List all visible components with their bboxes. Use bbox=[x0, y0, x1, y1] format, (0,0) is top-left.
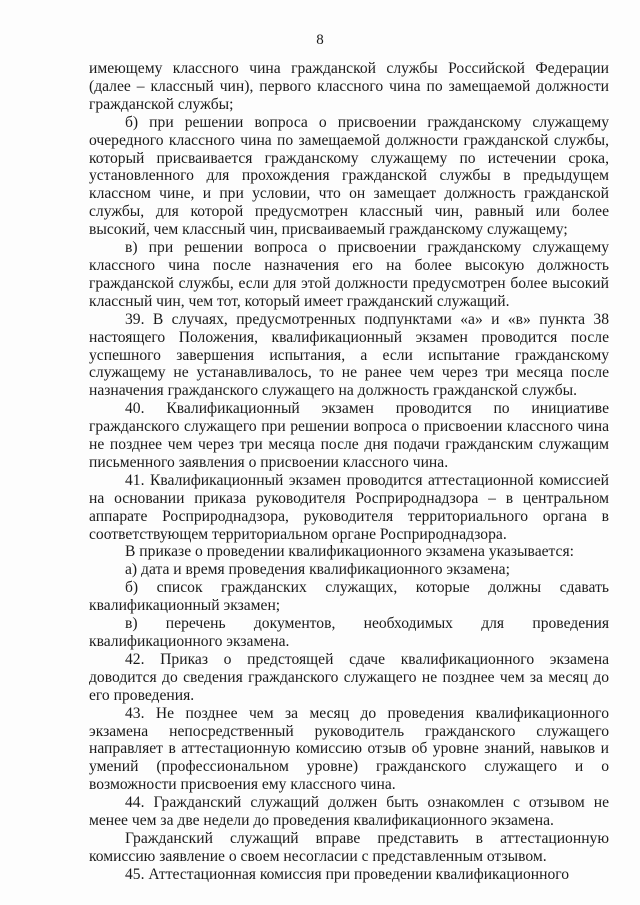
paragraph: 42. Приказ о предстоящей сдаче квалификационного экзамена доводится до сведения гражданского служащего не позднее чем за месяц до его проведения. bbox=[89, 650, 609, 704]
paragraph: 44. Гражданский служащий должен быть ознакомлен с отзывом не менее чем за две недели до проведения квалификационного экзамена. bbox=[89, 794, 609, 830]
paragraph: Гражданский служащий вправе представить в аттестационную комиссию заявление о своем несогласии с представленным отзывом. bbox=[89, 829, 609, 865]
paragraph: а) дата и время проведения квалификационного экзамена; bbox=[125, 561, 510, 579]
paragraph: В приказе о проведении квалификационного экзамена указывается: bbox=[125, 543, 574, 561]
page-number: 8 bbox=[316, 32, 324, 48]
paragraph: имеющему классного чина гражданской службы Российской Федерации (далее – классный чин), первого классного чина по замещаемой должности гражданской службы; bbox=[89, 60, 609, 113]
paragraph: 40. Квалификационный экзамен проводится по инициативе гражданского служащего при решении вопроса о присвоении классного чина не позднее чем через три месяца после дня подачи гражданским служащим письменного заявления о присвоении классного чина. bbox=[89, 400, 609, 471]
paragraph: 45. Аттестационная комиссия при проведении квалификационного bbox=[125, 865, 570, 883]
paragraph: 39. В случаях, предусмотренных подпунктами «а» и «в» пункта 38 настоящего Положения, квалификационный экзамен проводится после успешного завершения испытания, а если испытание гражданскому служащему не устанавливалось, то не ранее чем через три месяца после назначения гражданского служащего на должность гражданской службы. bbox=[89, 310, 609, 400]
paragraph: 43. Не позднее чем за месяц до проведения квалификационного экзамена непосредственный руководитель гражданского служащего направляет в аттестационную комиссию отзыв об уровне знаний, навыков и умений (профессиональном уровне) гражданского служащего и о возможности присвоения ему классного чина. bbox=[89, 704, 609, 794]
paragraph: в) перечень документов, необходимых для проведения квалификационного экзамена. bbox=[89, 615, 609, 650]
paragraph: в) при решении вопроса о присвоении гражданскому служащему классного чина после назначения его на более высокую должность гражданской службы, если для этой должности предусмотрен более высокий классный чин, чем тот, который имеет гражданский служащий. bbox=[89, 239, 609, 310]
paragraph: б) при решении вопроса о присвоении гражданскому служащему очередного классного чина по замещаемой должности гражданской службы, который присваивается гражданскому служащему по истечении срока, установленного для прохождения гражданской службы в предыдущем классном чине, и при условии, что он замещает должность гражданской службы, для которой предусмотрен классный чин, равный или более высокий, чем классный чин, присваиваемый гражданскому служащему; bbox=[89, 113, 609, 239]
document-body bbox=[89, 60, 609, 884]
paragraph: б) список гражданских служащих, которые должны сдавать квалификационный экзамен; bbox=[89, 579, 609, 615]
paragraph: 41. Квалификационный экзамен проводится аттестационной комиссией на основании приказа руководителя Росприроднадзора – в центральном аппарате Росприроднадзора, руководителя территориального органа в соответствующем территориальном органе Росприроднадзора. bbox=[89, 471, 609, 543]
